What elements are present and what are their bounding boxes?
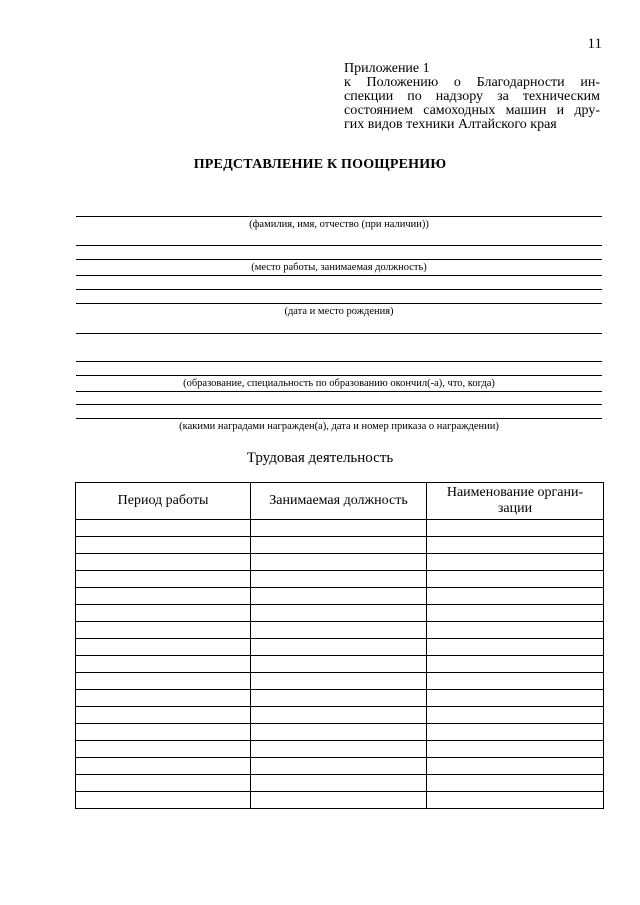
period-cell[interactable] <box>76 707 251 724</box>
blank-line[interactable] <box>76 245 602 246</box>
table-row <box>76 656 604 673</box>
position-cell[interactable] <box>251 588 427 605</box>
period-cell[interactable] <box>76 622 251 639</box>
table-row <box>76 554 604 571</box>
organization-cell[interactable] <box>427 622 604 639</box>
position-cell[interactable] <box>251 656 427 673</box>
work-history-table <box>75 482 604 809</box>
position-cell[interactable] <box>251 792 427 809</box>
position-cell[interactable] <box>251 605 427 622</box>
column-header-organization: Наименование органи- зации <box>427 483 604 520</box>
table-row <box>76 741 604 758</box>
name-field-caption: (фамилия, имя, отчество (при наличии)) <box>249 219 429 230</box>
appendix-line-4: состоянием самоходных машин и дру- <box>344 103 600 118</box>
period-cell[interactable] <box>76 605 251 622</box>
appendix-line-5: гих видов техники Алтайского края <box>344 117 557 132</box>
position-cell[interactable] <box>251 554 427 571</box>
table-row <box>76 792 604 809</box>
table-row <box>76 605 604 622</box>
position-cell[interactable] <box>251 673 427 690</box>
table-body <box>76 520 604 809</box>
position-cell[interactable] <box>251 758 427 775</box>
period-cell[interactable] <box>76 758 251 775</box>
organization-cell[interactable] <box>427 707 604 724</box>
organization-cell[interactable] <box>427 537 604 554</box>
organization-cell[interactable] <box>427 656 604 673</box>
blank-line[interactable] <box>76 361 602 362</box>
table-row <box>76 571 604 588</box>
work-section-title: Трудовая деятельность <box>246 450 394 466</box>
table-row <box>76 673 604 690</box>
education-field-caption: (образование, специальность по образованию окончил(-а), что, когда) <box>183 378 495 389</box>
organization-cell[interactable] <box>427 571 604 588</box>
column-header-position: Занимаемая должность <box>251 483 427 520</box>
table-row <box>76 775 604 792</box>
position-cell[interactable] <box>251 622 427 639</box>
blank-line[interactable] <box>76 404 602 405</box>
birth-field-caption: (дата и место рождения) <box>284 306 394 317</box>
blank-line[interactable] <box>76 275 602 276</box>
period-cell[interactable] <box>76 673 251 690</box>
organization-cell[interactable] <box>427 741 604 758</box>
name-field-line[interactable] <box>76 216 602 217</box>
workplace-field-line[interactable] <box>76 259 602 260</box>
table-row <box>76 639 604 656</box>
organization-cell[interactable] <box>427 792 604 809</box>
period-cell[interactable] <box>76 639 251 656</box>
organization-cell[interactable] <box>427 554 604 571</box>
organization-cell[interactable] <box>427 758 604 775</box>
period-cell[interactable] <box>76 741 251 758</box>
organization-cell[interactable] <box>427 775 604 792</box>
period-cell[interactable] <box>76 792 251 809</box>
table-row <box>76 690 604 707</box>
appendix-line-1: Приложение 1 <box>344 61 430 76</box>
workplace-field-caption: (место работы, занимаемая должность) <box>251 262 427 273</box>
period-cell[interactable] <box>76 656 251 673</box>
document-title: ПРЕДСТАВЛЕНИЕ К ПООЩРЕНИЮ <box>193 157 447 172</box>
table-row <box>76 724 604 741</box>
organization-cell[interactable] <box>427 588 604 605</box>
position-cell[interactable] <box>251 537 427 554</box>
position-cell[interactable] <box>251 571 427 588</box>
organization-cell[interactable] <box>427 690 604 707</box>
period-cell[interactable] <box>76 571 251 588</box>
period-cell[interactable] <box>76 724 251 741</box>
organization-cell[interactable] <box>427 673 604 690</box>
period-cell[interactable] <box>76 775 251 792</box>
table-row <box>76 588 604 605</box>
table-row <box>76 520 604 537</box>
table-row <box>76 622 604 639</box>
period-cell[interactable] <box>76 537 251 554</box>
appendix-line-3: спекции по надзору за техническим <box>344 89 600 104</box>
position-cell[interactable] <box>251 690 427 707</box>
position-cell[interactable] <box>251 639 427 656</box>
period-cell[interactable] <box>76 588 251 605</box>
blank-line[interactable] <box>76 333 602 334</box>
blank-line[interactable] <box>76 391 602 392</box>
blank-line[interactable] <box>76 289 602 290</box>
period-cell[interactable] <box>76 690 251 707</box>
table-row <box>76 758 604 775</box>
position-cell[interactable] <box>251 741 427 758</box>
education-field-line[interactable] <box>76 375 602 376</box>
awards-field-caption: (какими наградами награжден(а), дата и номер приказа о награждении) <box>179 421 499 432</box>
table-row <box>76 707 604 724</box>
position-cell[interactable] <box>251 775 427 792</box>
organization-cell[interactable] <box>427 520 604 537</box>
birth-field-line[interactable] <box>76 303 602 304</box>
organization-cell[interactable] <box>427 639 604 656</box>
column-header-period: Период работы <box>76 483 251 520</box>
position-cell[interactable] <box>251 520 427 537</box>
table-row <box>76 537 604 554</box>
table-header-row <box>76 483 604 520</box>
period-cell[interactable] <box>76 554 251 571</box>
position-cell[interactable] <box>251 707 427 724</box>
position-cell[interactable] <box>251 724 427 741</box>
appendix-line-2: к Положению о Благодарности ин- <box>344 75 600 90</box>
appendix-note <box>344 62 600 132</box>
organization-cell[interactable] <box>427 605 604 622</box>
awards-field-line[interactable] <box>76 418 602 419</box>
period-cell[interactable] <box>76 520 251 537</box>
organization-cell[interactable] <box>427 724 604 741</box>
page-number: 11 <box>587 36 602 52</box>
